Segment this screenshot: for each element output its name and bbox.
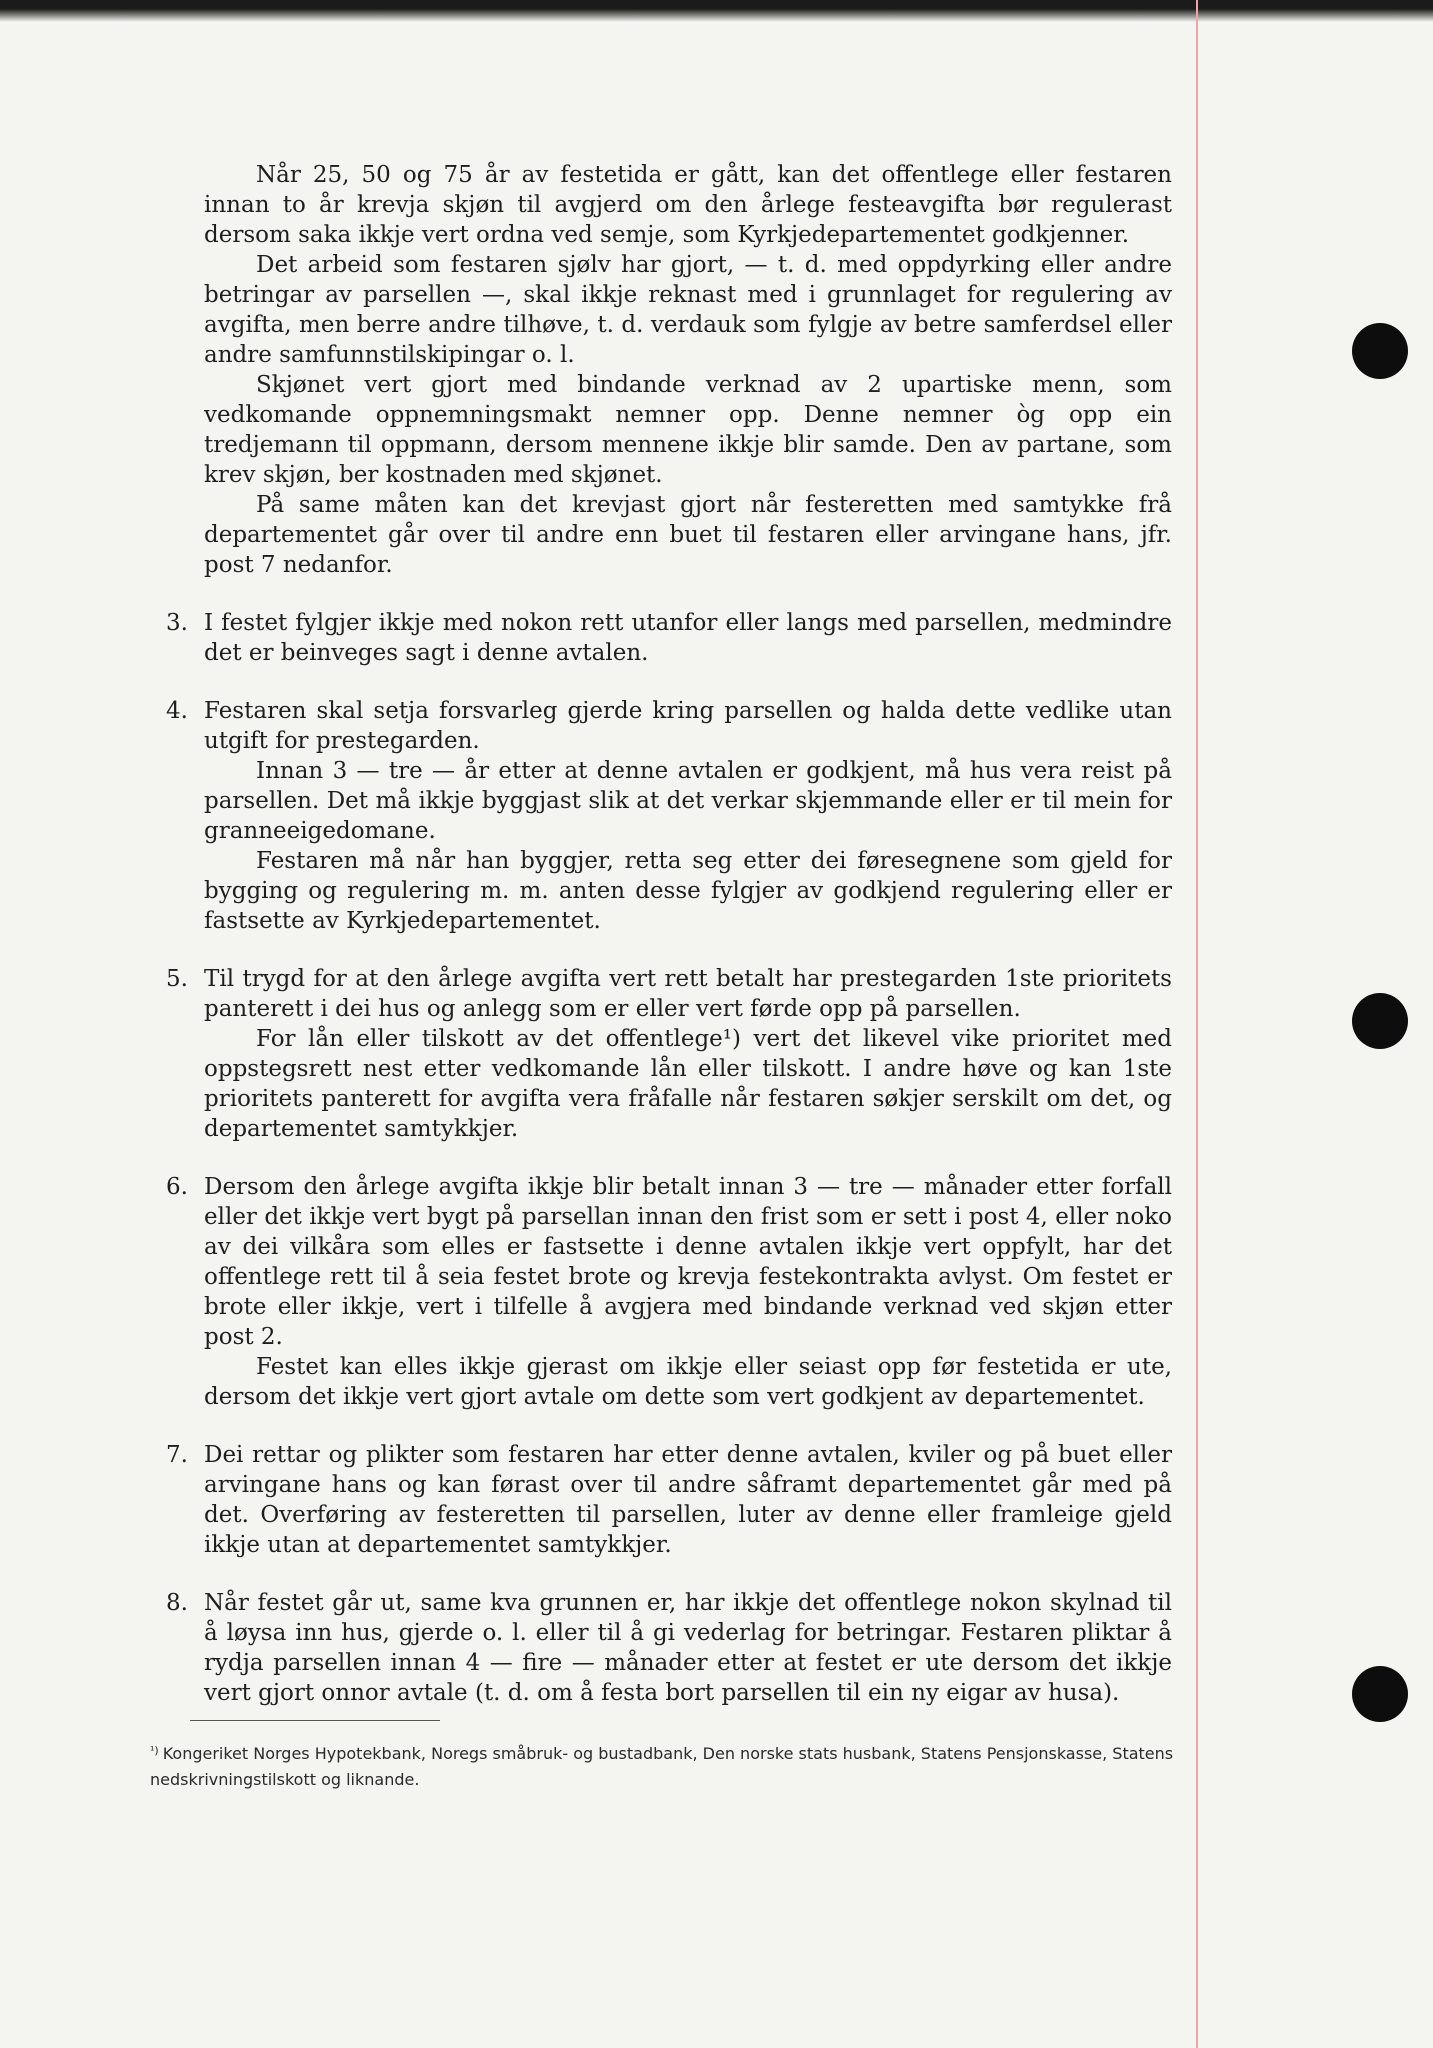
footnote-mark: ¹) bbox=[150, 1744, 159, 1757]
item-7 bbox=[166, 1440, 1172, 1560]
item-number: 4. bbox=[166, 698, 188, 724]
item-4 bbox=[166, 696, 1172, 936]
paragraph: På same måten kan det krevjast gjort når festeretten med samtykke frå departementet går over til andre enn buet til festaren eller arvingane hans, jfr. post 7 nedanfor. bbox=[204, 492, 1172, 578]
paragraph: Innan 3 — tre — år etter at denne avtalen er godkjent, må hus vera reist på parsellen. Det må ikkje byggjast slik at det verkar skjemmande eller er til mein for granneeigedomane. bbox=[204, 758, 1172, 844]
footnote bbox=[150, 1742, 1180, 1792]
item-number: 6. bbox=[166, 1174, 188, 1200]
paragraph: Til trygd for at den årlege avgifta vert rett betalt har prestegarden 1ste prioritets panterett i dei hus og anlegg som er eller vert førde opp på parsellen. bbox=[204, 966, 1172, 1022]
margin-rule bbox=[1196, 0, 1198, 2048]
paragraph: Det arbeid som festaren sjølv har gjort, — t. d. med oppdyrking eller andre betringar av parsellen —, skal ikkje reknast med i grunnlaget for regulering av avgifta, men berre andre tilhøve, t. d. verdauk som fylgje av betre samferdsel eller andre samfunnstilskipingar o. l. bbox=[204, 252, 1172, 368]
paragraph: Dersom den årlege avgifta ikkje blir betalt innan 3 — tre — månader etter forfall eller det ikkje vert bygt på parsellan innan den frist som er sett i post 4, eller noko av dei vilkåra som elles er fastsette i denne avtalen ikkje vert oppfylt, har det offentlege rett til å seia festet brote og krevja festekontrakta avlyst. Om festet er brote eller ikkje, vert i tilfelle å avgjera med bindande verknad ved skjøn etter post 2. bbox=[204, 1174, 1172, 1350]
section-2-continuation bbox=[204, 160, 1172, 580]
item-number: 5. bbox=[166, 966, 188, 992]
item-3 bbox=[166, 608, 1172, 668]
punch-hole bbox=[1352, 1666, 1408, 1722]
paragraph: For lån eller tilskott av det offentlege¹) vert det likevel vike prioritet med oppstegsrett nest etter vedkomande lån eller tilskott. I andre høve og kan 1ste prioritets panterett for avgifta vera fråfalle når festaren søkjer serskilt om det, og departementet samtykkjer. bbox=[204, 1026, 1172, 1142]
paragraph: Festaren må når han byggjer, retta seg etter dei føresegnene som gjeld for bygging og regulering m. m. anten desse fylgjer av godkjend regulering eller er fastsette av Kyrkjedepartementet. bbox=[204, 848, 1172, 934]
punch-hole bbox=[1352, 323, 1408, 379]
item-5 bbox=[166, 964, 1172, 1144]
item-number: 7. bbox=[166, 1442, 188, 1468]
footnote-text: Kongeriket Norges Hypotekbank, Noregs småbruk- og bustadbank, Den norske stats husbank, Statens Pensjonskasse, Statens nedskrivningstilskott og liknande. bbox=[150, 1744, 1174, 1789]
paragraph: Når 25, 50 og 75 år av festetida er gått, kan det offentlege eller festaren innan to år krevja skjøn til avgjerd om den årlege festeavgifta bør regulerast dersom saka ikkje vert ordna ved semje, som Kyrkjedepartementet godkjenner. bbox=[204, 162, 1172, 248]
body-text bbox=[166, 160, 1172, 1708]
footnote-divider bbox=[190, 1720, 440, 1721]
item-6 bbox=[166, 1172, 1172, 1412]
paragraph: Festaren skal setja forsvarleg gjerde kring parsellen og halda dette vedlike utan utgift for prestegarden. bbox=[204, 698, 1172, 754]
paragraph: I festet fylgjer ikkje med nokon rett utanfor eller langs med parsellen, medmindre det er beinveges sagt i denne avtalen. bbox=[204, 610, 1172, 666]
paragraph: Dei rettar og plikter som festaren har etter denne avtalen, kviler og på buet eller arvingane hans og kan førast over til andre såframt departementet går med på det. Overføring av festeretten til parsellen, luter av denne eller framleige gjeld ikkje utan at departementet samtykkjer. bbox=[204, 1442, 1172, 1558]
item-number: 8. bbox=[166, 1590, 188, 1616]
punch-hole bbox=[1352, 993, 1408, 1049]
scan-top-edge bbox=[0, 0, 1433, 22]
paragraph: Skjønet vert gjort med bindande verknad av 2 upartiske menn, som vedkomande oppnemningsmakt nemner opp. Denne nemner òg opp ein tredjemann til oppmann, dersom mennene ikkje blir samde. Den av partane, som krev skjøn, ber kostnaden med skjønet. bbox=[204, 372, 1172, 488]
paragraph: Festet kan elles ikkje gjerast om ikkje eller seiast opp før festetida er ute, dersom det ikkje vert gjort avtale om dette som vert godkjent av departementet. bbox=[204, 1354, 1172, 1410]
item-number: 3. bbox=[166, 610, 188, 636]
paragraph: Når festet går ut, same kva grunnen er, har ikkje det offentlege nokon skylnad til å løysa inn hus, gjerde o. l. eller til å gi vederlag for betringar. Festaren pliktar å rydja parsellen innan 4 — fire — månader etter at festet er ute dersom det ikkje vert gjort onnor avtale (t. d. om å festa bort parsellen til ein ny eigar av husa). bbox=[204, 1590, 1172, 1706]
item-8 bbox=[166, 1588, 1172, 1708]
